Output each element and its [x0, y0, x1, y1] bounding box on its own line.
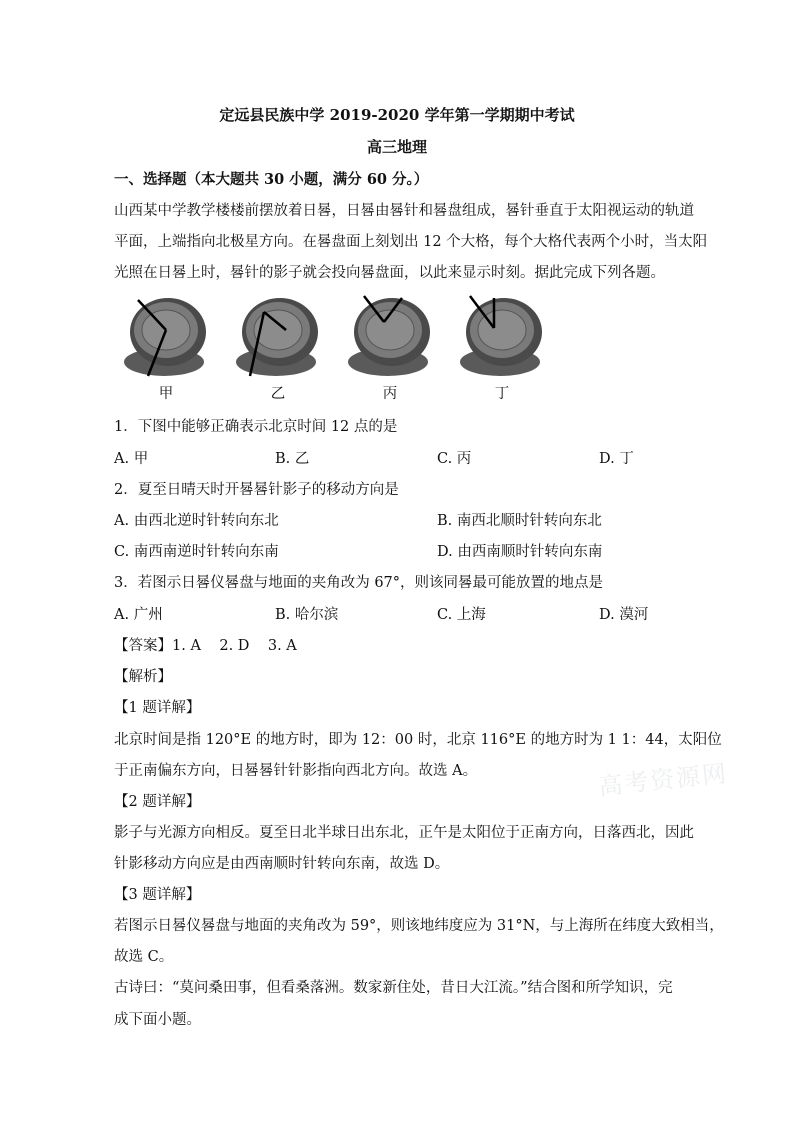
sundial-figure [118, 292, 550, 402]
poem-line: 成下面小题。 [114, 1012, 201, 1028]
passage-line: 山西某中学教学楼楼前摆放着日晷，日晷由晷针和晷盘组成，晷针垂直于太阳视运动的轨道 [114, 203, 694, 219]
sundial-image-bing [342, 292, 438, 382]
question-3-option-b: B. 哈尔滨 [275, 607, 339, 623]
detail-2-heading: 【2 题详解】 [114, 794, 201, 810]
question-2-stem: 2．夏至日晴天时开晷晷针影子的移动方向是 [114, 482, 399, 498]
detail-1-heading: 【1 题详解】 [114, 700, 201, 716]
detail-2-line: 针影移动方向应是由西南顺时针转向东南，故选 D。 [114, 856, 450, 872]
question-2-option-a: A. 由西北逆时针转向东北 [114, 513, 279, 529]
sundial-image-yi [230, 292, 326, 382]
question-3-stem: 3．若图示日晷仪晷盘与地面的夹角改为 67°，则该同晷最可能放置的地点是 [114, 575, 604, 591]
detail-3-line: 故选 C。 [114, 949, 174, 965]
exam-subtitle: 高三地理 [366, 138, 427, 156]
question-2-option-b: B. 南西北顺时针转向东北 [437, 513, 602, 529]
sundial-image-ding [454, 292, 550, 382]
passage-line: 光照在日晷上时，晷针的影子就会投向晷盘面，以此来显示时刻。据此完成下列各题。 [114, 265, 665, 281]
answer-line: 【答案】1. A 2. D 3. A [114, 638, 297, 654]
figure-label-ding: 丁 [494, 386, 510, 402]
section-heading: 一、选择题（本大题共 30 小题，满分 60 分。） [114, 171, 429, 188]
question-2-option-d: D. 由西南顺时针转向东南 [437, 544, 603, 560]
poem-line: 古诗曰：“莫问桑田事，但看桑落洲。数家新住处，昔日大江流。”结合图和所学知识，完 [114, 980, 673, 996]
question-1-stem: 1．下图中能够正确表示北京时间 12 点的是 [114, 419, 398, 435]
figure-label-jia: 甲 [158, 386, 174, 402]
question-1-option-b: B. 乙 [275, 451, 310, 467]
detail-3-heading: 【3 题详解】 [114, 887, 201, 903]
analysis-heading: 【解析】 [114, 669, 172, 685]
passage-line: 平面，上端指向北极星方向。在晷盘面上刻划出 12 个大格，每个大格代表两个小时，当太阳 [114, 234, 708, 250]
detail-1-line: 北京时间是指 120°E 的地方时，即为 12：00 时，北京 116°E 的地方时为 1 1：44，太阳位 [114, 732, 722, 748]
question-2-option-c: C. 南西南逆时针转向东南 [114, 544, 279, 560]
question-3-option-d: D. 漠河 [599, 607, 649, 623]
detail-2-line: 影子与光源方向相反。夏至日北半球日出东北，正午是太阳位于正南方向，日落西北，因此 [114, 825, 694, 841]
question-3-option-a: A. 广州 [114, 607, 163, 623]
question-3-option-c: C. 上海 [437, 607, 486, 623]
watermark: 高考资源网 [597, 759, 730, 801]
exam-title: 定远县民族中学 2019-2020 学年第一学期期中考试 [219, 106, 575, 124]
detail-1-line: 于正南偏东方向，日晷晷针针影指向西北方向。故选 A。 [114, 763, 478, 779]
question-1-option-d: D. 丁 [599, 451, 634, 467]
detail-3-line: 若图示日晷仪晷盘与地面的夹角改为 59°，则该地纬度应为 31°N，与上海所在纬度大致相当， [114, 918, 724, 934]
figure-label-yi: 乙 [270, 386, 286, 402]
question-1-option-c: C. 丙 [437, 451, 472, 467]
question-1-option-a: A. 甲 [114, 451, 149, 467]
figure-label-bing: 丙 [382, 386, 398, 402]
sundial-image-jia [118, 292, 214, 382]
